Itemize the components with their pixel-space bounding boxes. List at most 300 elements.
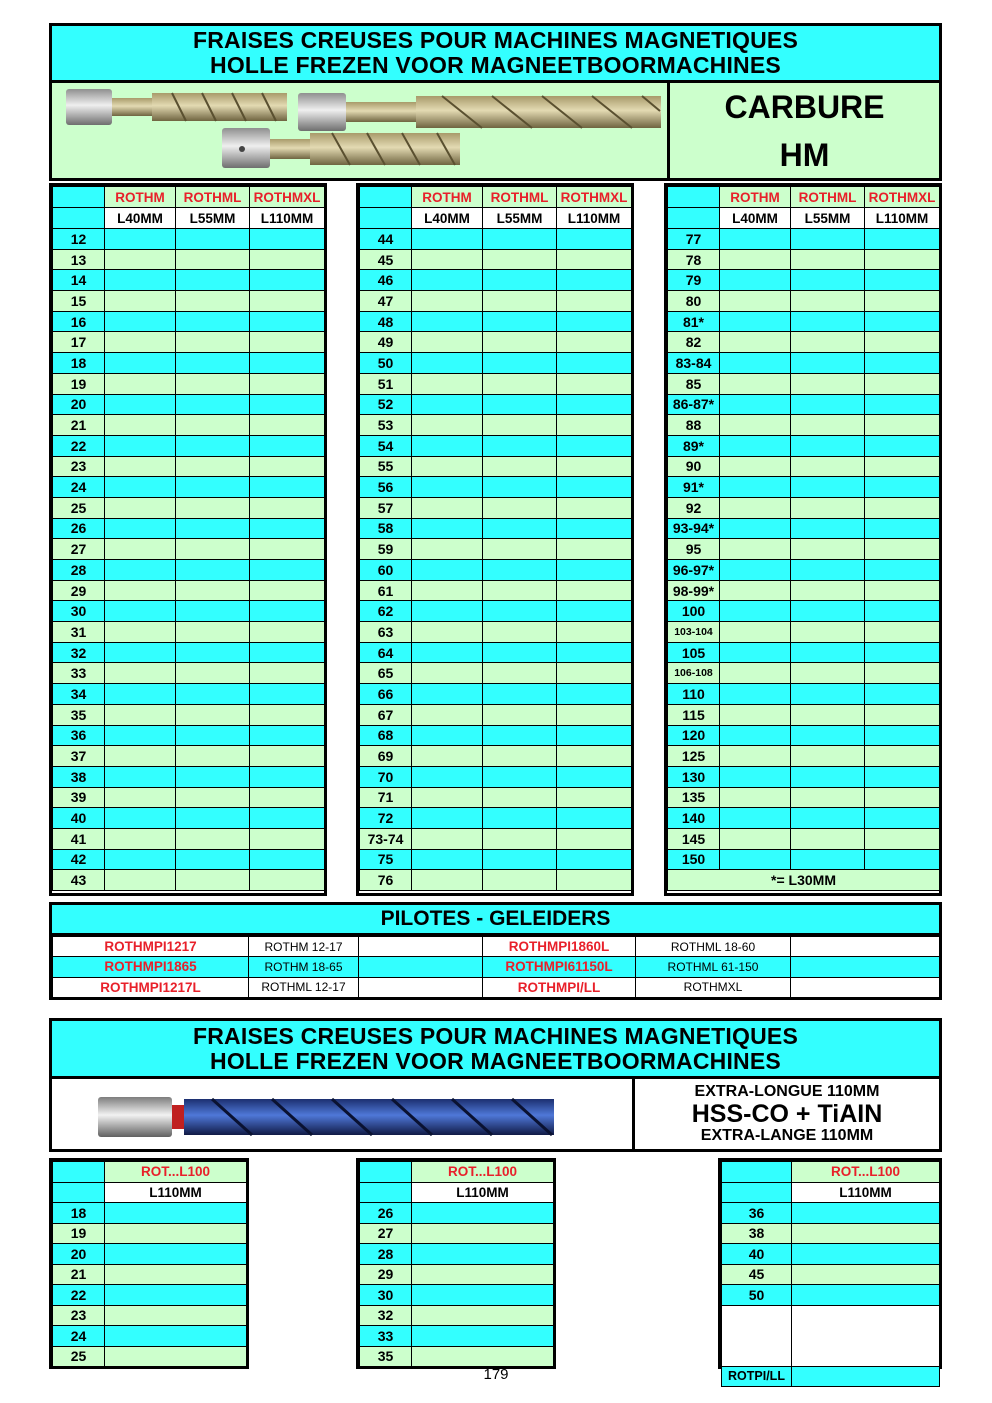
empty-cell <box>792 1305 940 1366</box>
column-code-header: ROTHM <box>720 187 791 208</box>
empty-cell <box>720 229 791 250</box>
table-row <box>53 373 325 394</box>
empty-cell <box>105 808 176 829</box>
empty-cell <box>176 311 250 332</box>
empty-cell <box>557 539 632 560</box>
empty-cell <box>105 332 176 353</box>
empty-cell <box>105 560 176 581</box>
table-row <box>53 1203 247 1224</box>
empty-cell <box>176 622 250 643</box>
table-row <box>668 746 940 767</box>
table-row <box>53 725 325 746</box>
empty-cell <box>176 766 250 787</box>
pilots-title-text: PILOTES - GELEIDERS <box>380 907 611 930</box>
size-cell: 81* <box>668 311 720 332</box>
empty-cell <box>720 394 791 415</box>
pilot-desc: ROTHM 18-65 <box>249 957 359 977</box>
empty-cell <box>105 394 176 415</box>
empty-cell <box>412 622 483 643</box>
carbide-table-2 <box>359 186 632 891</box>
size-cell: 53 <box>360 415 412 436</box>
empty-cell <box>483 704 557 725</box>
empty-cell <box>250 622 325 643</box>
size-cell: 73-74 <box>360 828 412 849</box>
size-cell: 45 <box>360 249 412 270</box>
empty-cell <box>483 518 557 539</box>
table-row <box>53 1264 247 1285</box>
header-row-lengths <box>722 1182 940 1203</box>
table-row <box>53 518 325 539</box>
empty-cell <box>720 353 791 374</box>
empty-cell <box>412 684 483 705</box>
footnote-cell: *= L30MM <box>668 870 940 891</box>
empty-cell <box>720 704 791 725</box>
empty-cell <box>412 291 483 312</box>
empty-cell <box>720 477 791 498</box>
empty-cell <box>557 601 632 622</box>
empty-cell <box>791 704 865 725</box>
corner-cell <box>53 1182 105 1203</box>
pilot-code: ROTHMPI1865 <box>53 957 249 977</box>
empty-cell <box>720 373 791 394</box>
pilot-row <box>53 957 940 977</box>
column-code-header: ROTHML <box>791 187 865 208</box>
empty-cell <box>250 435 325 456</box>
size-cell: 56 <box>360 477 412 498</box>
hss-table-2 <box>359 1161 554 1367</box>
table-row <box>668 849 940 870</box>
table-row <box>668 601 940 622</box>
empty-cell <box>865 291 940 312</box>
table-row <box>53 456 325 477</box>
empty-cell <box>722 1305 792 1366</box>
table-row <box>668 394 940 415</box>
empty-cell <box>791 394 865 415</box>
empty-cell <box>412 787 483 808</box>
empty-cell <box>412 1305 554 1326</box>
empty-cell <box>105 725 176 746</box>
empty-cell <box>557 415 632 436</box>
empty-cell <box>412 725 483 746</box>
empty-cell <box>557 435 632 456</box>
size-cell: 23 <box>53 1305 105 1326</box>
empty-cell <box>720 435 791 456</box>
empty-cell <box>176 477 250 498</box>
table-row <box>360 1223 554 1244</box>
table-row <box>668 642 940 663</box>
size-cell: 38 <box>53 766 105 787</box>
table-row <box>668 560 940 581</box>
extra-long-fr-label: EXTRA-LONGUE 110MM <box>694 1083 880 1100</box>
size-cell: 27 <box>360 1223 412 1244</box>
carbure-label: CARBURE <box>724 88 885 125</box>
empty-cell <box>176 229 250 250</box>
table-row <box>53 766 325 787</box>
empty-cell <box>791 435 865 456</box>
table-row <box>360 353 632 374</box>
size-cell: 58 <box>360 518 412 539</box>
size-cell: 78 <box>668 249 720 270</box>
empty-cell <box>412 642 483 663</box>
table-row <box>360 808 632 829</box>
header-row-codes <box>722 1162 940 1183</box>
empty-cell <box>176 373 250 394</box>
empty-cell <box>483 229 557 250</box>
table-row <box>360 560 632 581</box>
empty-cell <box>483 311 557 332</box>
empty-cell <box>250 249 325 270</box>
table-row <box>53 435 325 456</box>
size-cell: 35 <box>360 1346 412 1367</box>
empty-cell <box>483 870 557 891</box>
header-row-lengths <box>53 208 325 229</box>
size-cell: 39 <box>53 787 105 808</box>
table-row <box>360 828 632 849</box>
empty-cell <box>176 725 250 746</box>
size-cell: 80 <box>668 291 720 312</box>
empty-cell <box>105 601 176 622</box>
table-row <box>360 249 632 270</box>
table-row <box>360 725 632 746</box>
empty-cell <box>865 270 940 291</box>
empty-cell <box>105 580 176 601</box>
size-cell: 57 <box>360 497 412 518</box>
empty-cell <box>865 787 940 808</box>
empty-cell <box>865 663 940 684</box>
table-row <box>360 1305 554 1326</box>
size-cell: 42 <box>53 849 105 870</box>
table-row <box>53 746 325 767</box>
table-row <box>668 415 940 436</box>
table-row <box>668 580 940 601</box>
size-cell: 130 <box>668 766 720 787</box>
empty-cell <box>865 456 940 477</box>
empty-cell <box>412 497 483 518</box>
empty-cell <box>176 456 250 477</box>
size-cell: 93-94* <box>668 518 720 539</box>
size-cell: 23 <box>53 456 105 477</box>
table-row <box>668 249 940 270</box>
column-length-header: L40MM <box>105 208 176 229</box>
empty-cell <box>557 456 632 477</box>
empty-cell <box>250 684 325 705</box>
empty-cell <box>720 456 791 477</box>
size-cell: 29 <box>360 1264 412 1285</box>
table-row <box>722 1285 940 1306</box>
empty-cell <box>412 415 483 436</box>
empty-cell <box>791 332 865 353</box>
empty-cell <box>720 808 791 829</box>
empty-cell <box>557 477 632 498</box>
empty-cell <box>105 704 176 725</box>
empty-cell <box>865 497 940 518</box>
empty-cell <box>791 311 865 332</box>
table-row <box>53 497 325 518</box>
empty-cell <box>557 270 632 291</box>
empty-cell <box>791 353 865 374</box>
empty-cell <box>483 808 557 829</box>
empty-cell <box>720 787 791 808</box>
empty-cell <box>105 787 176 808</box>
empty-cell <box>250 229 325 250</box>
empty-cell <box>483 291 557 312</box>
size-cell: 52 <box>360 394 412 415</box>
header-row-lengths <box>53 1182 247 1203</box>
size-cell: 46 <box>360 270 412 291</box>
empty-cell <box>483 332 557 353</box>
pilots-table <box>52 936 940 998</box>
empty-cell <box>557 311 632 332</box>
pilot-row <box>53 977 940 997</box>
header-row-lengths <box>668 208 940 229</box>
top-header <box>49 23 942 83</box>
table-row <box>53 560 325 581</box>
empty-cell <box>720 311 791 332</box>
empty-cell <box>412 766 483 787</box>
empty-cell <box>176 332 250 353</box>
column-code-header: ROT...L100 <box>792 1162 940 1183</box>
size-cell: 28 <box>53 560 105 581</box>
corner-cell <box>668 208 720 229</box>
empty-cell <box>105 477 176 498</box>
size-cell: 64 <box>360 642 412 663</box>
corner-cell <box>668 187 720 208</box>
empty-cell <box>865 684 940 705</box>
table-row <box>53 1346 247 1367</box>
size-cell: 105 <box>668 642 720 663</box>
empty-cell <box>250 828 325 849</box>
footnote-row <box>668 870 940 891</box>
empty-cell <box>557 560 632 581</box>
column-code-header: ROTHM <box>412 187 483 208</box>
table-row <box>668 477 940 498</box>
size-cell: 77 <box>668 229 720 250</box>
blank-row <box>722 1305 940 1366</box>
empty-cell <box>791 518 865 539</box>
pilot-desc: ROTHML 18-60 <box>636 937 791 957</box>
size-cell: 47 <box>360 291 412 312</box>
empty-cell <box>557 291 632 312</box>
empty-cell <box>412 1264 554 1285</box>
table-row <box>360 270 632 291</box>
size-cell: 22 <box>53 1285 105 1306</box>
size-cell: 20 <box>53 1244 105 1265</box>
corner-cell <box>360 1182 412 1203</box>
table-row <box>360 539 632 560</box>
carbide-cutter-drawing <box>52 83 667 178</box>
empty-cell <box>105 539 176 560</box>
empty-cell <box>250 394 325 415</box>
table-row <box>668 766 940 787</box>
corner-cell <box>53 208 105 229</box>
bottom-header-line-nl: HOLLE FREZEN VOOR MAGNEETBOORMACHINES <box>210 1047 781 1074</box>
empty-cell <box>176 415 250 436</box>
empty-cell <box>412 311 483 332</box>
hss-table-1 <box>52 1161 247 1367</box>
empty-cell <box>483 601 557 622</box>
size-cell: 33 <box>360 1326 412 1347</box>
empty-cell <box>105 518 176 539</box>
size-cell: 135 <box>668 787 720 808</box>
table-row <box>360 1346 554 1367</box>
table-row <box>53 601 325 622</box>
empty-cell <box>865 353 940 374</box>
empty-cell <box>105 311 176 332</box>
size-cell: 115 <box>668 704 720 725</box>
size-cell: 75 <box>360 849 412 870</box>
table-row <box>360 435 632 456</box>
empty-cell <box>720 684 791 705</box>
table-row <box>668 456 940 477</box>
size-cell: 38 <box>722 1223 792 1244</box>
empty-cell <box>250 725 325 746</box>
table-row <box>53 1223 247 1244</box>
empty-cell <box>412 1203 554 1224</box>
size-cell: 63 <box>360 622 412 643</box>
size-cell: 26 <box>53 518 105 539</box>
table-row <box>53 787 325 808</box>
page-number: 179 <box>483 1366 509 1383</box>
size-cell: 96-97* <box>668 560 720 581</box>
table-row <box>360 684 632 705</box>
size-cell: 24 <box>53 1326 105 1347</box>
empty-cell <box>176 353 250 374</box>
corner-cell <box>53 187 105 208</box>
pilot-desc: ROTHML 12-17 <box>249 977 359 997</box>
empty-cell <box>865 249 940 270</box>
table-row <box>53 249 325 270</box>
table-row <box>53 580 325 601</box>
empty-cell <box>720 270 791 291</box>
size-cell: 20 <box>53 394 105 415</box>
hss-cutter-drawing <box>52 1079 632 1149</box>
column-code-header: ROT...L100 <box>412 1162 554 1183</box>
column-code-header: ROTHML <box>483 187 557 208</box>
empty-cell <box>865 580 940 601</box>
size-cell: 37 <box>53 746 105 767</box>
size-cell: 29 <box>53 580 105 601</box>
size-cell: 66 <box>360 684 412 705</box>
empty-cell <box>865 849 940 870</box>
empty-cell <box>412 560 483 581</box>
table-row <box>668 704 940 725</box>
size-cell: 40 <box>722 1244 792 1265</box>
header-row-codes <box>360 187 632 208</box>
empty-cell <box>791 642 865 663</box>
empty-cell <box>792 1285 940 1306</box>
empty-cell <box>483 394 557 415</box>
header-row-codes <box>53 187 325 208</box>
empty-cell <box>176 249 250 270</box>
size-cell: 35 <box>53 704 105 725</box>
empty-cell <box>720 601 791 622</box>
size-cell: 14 <box>53 270 105 291</box>
table-row <box>722 1203 940 1224</box>
size-cell: 21 <box>53 415 105 436</box>
table-row <box>53 311 325 332</box>
pilot-desc: ROTHML 61-150 <box>636 957 791 977</box>
table-row <box>53 291 325 312</box>
table-row <box>668 622 940 643</box>
pilot-code: ROTHMPI1860L <box>483 937 636 957</box>
empty-cell <box>176 580 250 601</box>
empty-cell <box>250 642 325 663</box>
corner-cell <box>722 1162 792 1183</box>
table-row <box>668 229 940 250</box>
column-length-header: L55MM <box>791 208 865 229</box>
column-length-header: L110MM <box>865 208 940 229</box>
top-header-line-nl: HOLLE FREZEN VOOR MAGNEETBOORMACHINES <box>210 52 781 78</box>
empty-cell <box>483 539 557 560</box>
column-code-header: ROTHM <box>105 187 176 208</box>
empty-cell <box>483 560 557 581</box>
empty-cell <box>412 663 483 684</box>
empty-cell <box>791 229 865 250</box>
empty-cell <box>105 828 176 849</box>
empty-cell <box>250 353 325 374</box>
empty-cell <box>791 808 865 829</box>
empty-cell <box>250 704 325 725</box>
hss-image-area <box>49 1076 942 1152</box>
table-row <box>360 622 632 643</box>
empty-cell <box>720 622 791 643</box>
empty-cell <box>250 808 325 829</box>
empty-cell <box>105 497 176 518</box>
table-row <box>360 787 632 808</box>
empty-cell <box>865 415 940 436</box>
empty-cell <box>720 497 791 518</box>
size-cell: 86-87* <box>668 394 720 415</box>
column-code-header: ROT...L100 <box>105 1162 247 1183</box>
table-row <box>668 291 940 312</box>
size-cell: 55 <box>360 456 412 477</box>
empty-cell <box>865 808 940 829</box>
pilots-title <box>49 902 942 936</box>
table-row <box>53 849 325 870</box>
column-length-header: L40MM <box>720 208 791 229</box>
bottom-header-line-fr: FRAISES CREUSES POUR MACHINES MAGNETIQUES <box>193 1022 798 1049</box>
empty-cell <box>176 787 250 808</box>
empty-cell <box>720 642 791 663</box>
hss-label-panel <box>635 1079 939 1149</box>
empty-cell <box>412 229 483 250</box>
table-row <box>360 870 632 891</box>
empty-cell <box>250 415 325 436</box>
empty-cell <box>791 725 865 746</box>
empty-cell <box>359 957 483 977</box>
header-row-codes <box>53 1162 247 1183</box>
table-row <box>668 497 940 518</box>
table-row <box>53 1244 247 1265</box>
table-row <box>668 787 940 808</box>
empty-cell <box>250 560 325 581</box>
table-row <box>53 870 325 891</box>
table-row <box>53 1326 247 1347</box>
empty-cell <box>412 808 483 829</box>
size-cell: 16 <box>53 311 105 332</box>
column-length-header: L110MM <box>412 1182 554 1203</box>
empty-cell <box>250 849 325 870</box>
empty-cell <box>250 601 325 622</box>
empty-cell <box>865 766 940 787</box>
empty-cell <box>557 373 632 394</box>
empty-cell <box>483 642 557 663</box>
column-length-header: L110MM <box>557 208 632 229</box>
empty-cell <box>412 353 483 374</box>
empty-cell <box>250 539 325 560</box>
empty-cell <box>791 977 940 997</box>
column-code-header: ROTHMXL <box>250 187 325 208</box>
